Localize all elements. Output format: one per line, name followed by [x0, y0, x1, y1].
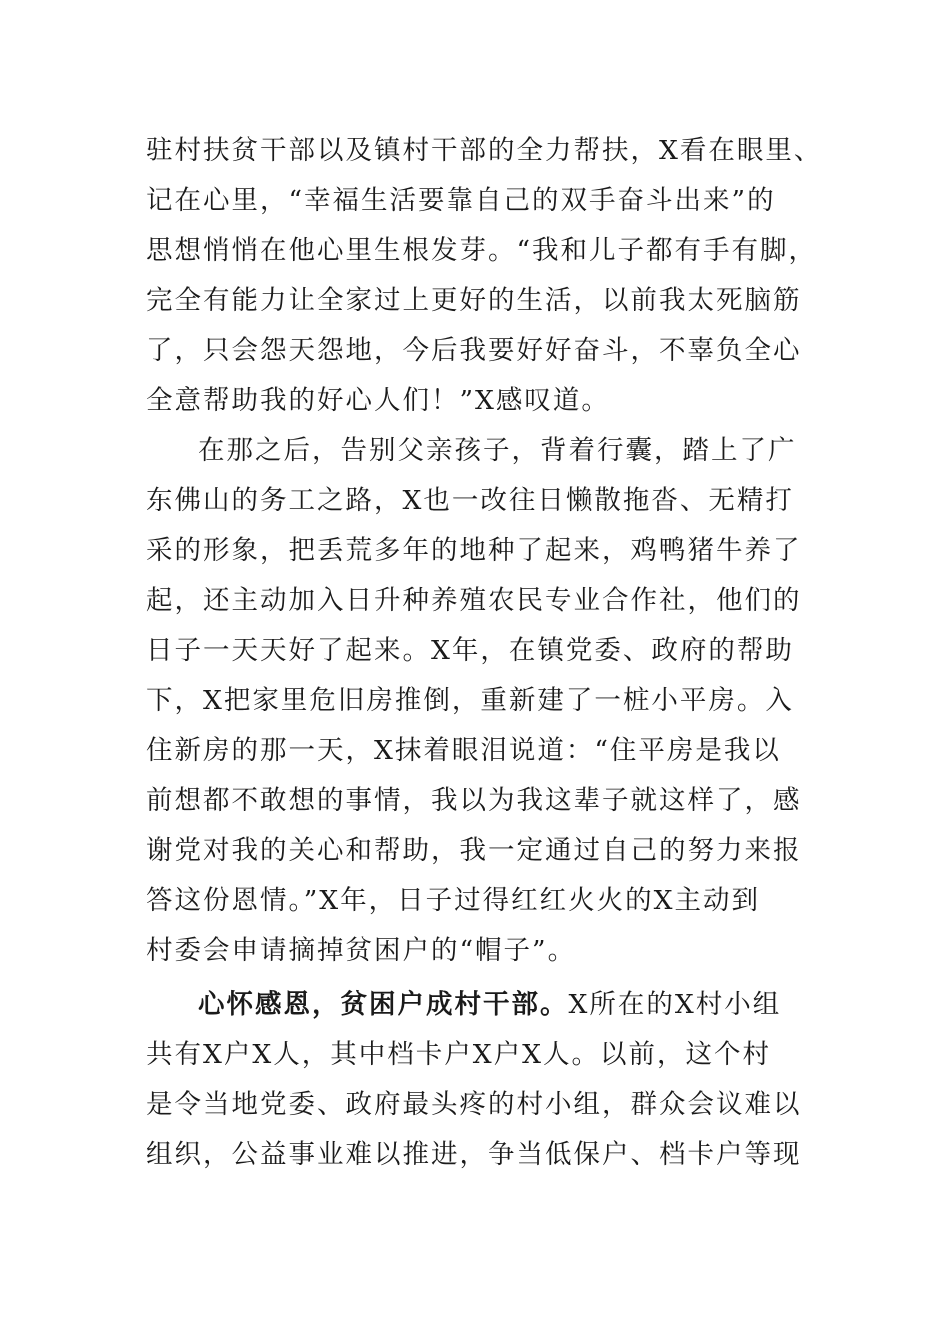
- paragraph-2: [146, 426, 826, 976]
- text-line: [146, 980, 826, 1030]
- text-line: 答这份恩情。”X年，日子过得红红火火的X主动到: [146, 885, 761, 916]
- text-line: 记在心里，“幸福生活要靠自己的双手奋斗出来”的: [146, 185, 776, 216]
- text-line: 住新房的那一天，X抹着眼泪说道：“住平房是我以: [146, 735, 781, 766]
- text-line: 完全有能力让全家过上更好的生活，以前我太死脑筋: [146, 285, 802, 316]
- text-line: 是令当地党委、政府最头疼的村小组，群众会议难以: [146, 1089, 802, 1120]
- text-line: 村委会申请摘掉贫困户的“帽子”。: [146, 935, 577, 966]
- text-line: 日子一天天好了起来。X年，在镇党委、政府的帮助: [146, 635, 794, 666]
- heading-line-rest: X所在的X村小组: [568, 989, 782, 1020]
- text-line: 前想都不敢想的事情，我以为我这辈子就这样了，感: [146, 785, 802, 816]
- text-line: 起，还主动加入日升种养殖农民专业合作社，他们的: [146, 585, 802, 616]
- document-body: [146, 126, 826, 1180]
- text-line: 东佛山的务工之路，X也一改往日懒散拖沓、无精打: [146, 485, 794, 516]
- text-line: 在那之后，告别父亲孩子，背着行囊，踏上了广: [198, 435, 797, 466]
- text-line: 思想悄悄在他心里生根发芽。“我和儿子都有手有脚，: [146, 235, 818, 266]
- text-line: 谢党对我的关心和帮助，我一定通过自己的努力来报: [146, 835, 802, 866]
- text-line: 采的形象，把丢荒多年的地种了起来，鸡鸭猪牛养了: [146, 535, 802, 566]
- text-line: 了，只会怨天怨地，今后我要好好奋斗，不辜负全心: [146, 335, 802, 366]
- section-heading: 心怀感恩，贫困户成村干部。: [198, 989, 569, 1020]
- text-line: 全意帮助我的好心人们！”X感叹道。: [146, 385, 610, 416]
- text-line: 驻村扶贫干部以及镇村干部的全力帮扶，X看在眼里、: [146, 135, 823, 166]
- paragraph-1: [146, 126, 826, 426]
- text-line: 共有X户X人，其中档卡户X户X人。以前，这个村: [146, 1039, 771, 1070]
- paragraph-3: [146, 980, 826, 1180]
- text-line: 组织，公益事业难以推进，争当低保户、档卡户等现: [146, 1139, 802, 1170]
- text-line: 下，X把家里危旧房推倒，重新建了一桩小平房。入: [146, 685, 794, 716]
